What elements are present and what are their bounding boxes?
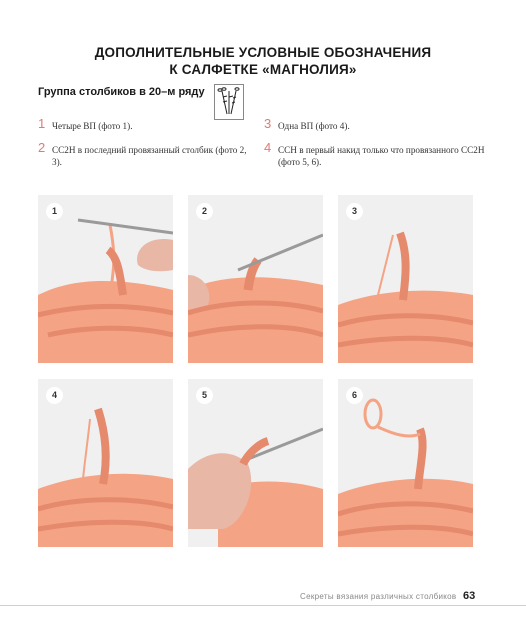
title-line-1: ДОПОЛНИТЕЛЬНЫЕ УСЛОВНЫЕ ОБОЗНАЧЕНИЯ [94,45,432,60]
photo-5 [188,379,323,547]
page-number: 63 [463,590,476,602]
footer-section-title: Секреты вязания различных столбиков [300,592,457,601]
step-text: Одна ВП (фото 4). [278,121,350,131]
step-text: СС2Н в последний провязанный столбик (фото 2, 3). [52,145,247,167]
crochet-photo-image [338,195,473,363]
photo-badge: 5 [196,387,213,404]
crochet-symbol-icon [214,84,244,120]
step-number: 2 [38,140,46,155]
step-number: 4 [264,140,272,155]
photo-6 [338,379,473,547]
photo-badge: 1 [46,203,63,220]
footer-divider [0,605,526,606]
crochet-photo-image [38,379,173,547]
photo-1 [38,195,173,363]
step-text: Четыре ВП (фото 1). [52,121,133,131]
crochet-photo-image [38,195,173,363]
photo-badge: 4 [46,387,63,404]
section-subtitle: Группа столбиков в 20–м ряду [38,86,205,98]
step-text: ССН в первый накид только что провязанного СС2Н (фото 5, 6). [278,145,485,167]
photo-badge: 3 [346,203,363,220]
crochet-photo-image [188,379,323,547]
photo-badge: 2 [196,203,213,220]
step-number: 1 [38,116,46,131]
step-number: 3 [264,116,272,131]
page-title [0,44,526,78]
photo-4 [38,379,173,547]
title-line-2: К САЛФЕТКЕ «МАГНОЛИЯ» [169,62,357,77]
crochet-photo-image [188,195,323,363]
photo-3 [338,195,473,363]
photo-badge: 6 [346,387,363,404]
photo-2 [188,195,323,363]
crochet-photo-image [338,379,473,547]
